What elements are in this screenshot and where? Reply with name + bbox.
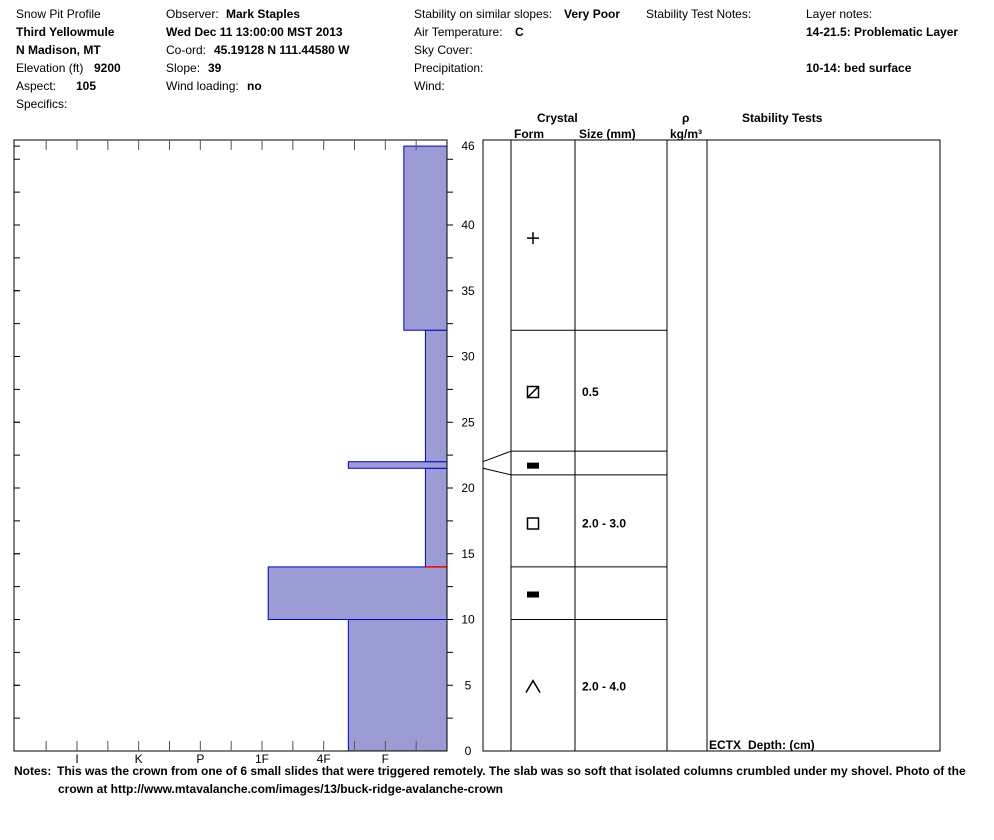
crystal-form-melt-rounded [527,592,539,598]
sky-cover-label: Sky Cover: [414,43,473,57]
height-label-46: 46 [461,139,475,154]
layer-note-1: 14-21.5: Problematic Layer [806,25,959,39]
height-label-20: 20 [461,481,475,495]
hardness-layer-3 [348,462,447,469]
stability-value: Very Poor [564,7,621,21]
hardness-label-K: K [134,752,143,766]
height-label-40: 40 [461,218,475,232]
crystal-size-0: 2.0 - 4.0 [582,679,627,694]
density-unit: kg/m³ [670,127,703,141]
crystal-form-depth-hoar [526,681,540,693]
chart-frames [14,140,940,751]
aspect-value: 105 [76,79,97,93]
coord-label: Co-ord: [166,43,207,57]
boundary-connector [483,451,511,462]
stability-test-notes-label: Stability Test Notes: [646,7,752,21]
height-label-0: 0 [464,744,472,758]
profile-title: Snow Pit Profile [16,7,101,21]
hardness-layer-1 [268,567,447,620]
boundary-connector [483,468,511,475]
crystal-header: Crystal [537,111,578,125]
hardness-label-I: I [75,752,79,766]
size-header: Size (mm) [579,127,636,141]
specifics-label: Specifics: [16,97,68,111]
notes-line-1: This was the crown from one of 6 small slides that were triggered remotely. The slab was so soft that isolated columns crumbled under my shovel. Photo of the [57,764,966,778]
stability-label: Stability on similar slopes: [414,7,553,21]
air-temp-label: Air Temperature: [414,25,503,39]
height-label-10: 10 [461,612,475,627]
observation-datetime: Wed Dec 11 13:00:00 MST 2013 [166,25,343,39]
ectx-label: ECTX [709,738,742,752]
elevation-value: 9200 [94,61,121,75]
height-label-25: 25 [461,415,475,430]
stability-tests-header: Stability Tests [742,111,823,125]
depth-hoar-icon [526,681,540,693]
hardness-label-4F: 4F [316,752,331,766]
hardness-layer-5 [404,146,447,330]
notes-label: Notes: [14,764,52,778]
crystal-size-2: 2.0 - 3.0 [582,516,627,531]
coord-value: 45.19128 N 111.44580 W [214,43,350,57]
crystal-form-faceted [528,518,539,529]
aspect-label: Aspect: [16,79,57,93]
air-temp-value: C [515,25,524,39]
crystal-form-melt-rounded [527,463,539,469]
form-header: Form [514,127,544,141]
crystal-form-precip [527,232,539,244]
hardness-layer-4 [425,330,447,462]
region-name: N Madison, MT [16,43,101,57]
crystal-frame [483,140,940,751]
layer-notes-label: Layer notes: [806,7,873,21]
height-label-35: 35 [461,283,475,298]
wind-loading-label: Wind loading: [166,79,239,93]
depth-label: Depth: (cm) [748,738,815,752]
slope-label: Slope: [166,61,201,75]
elevation-label: Elevation (ft) [16,61,84,75]
observer-value: Mark Staples [226,7,301,21]
height-label-5: 5 [464,678,472,693]
notes-line-2: crown at http://www.mtavalanche.com/images/13/buck-ridge-avalanche-crown [58,782,504,796]
crystal-form-mixed [528,387,539,398]
wind-loading-value: no [247,79,262,93]
slope-value: 39 [208,61,222,75]
hardness-layer-2 [425,468,447,567]
hardness-layers [268,146,447,751]
melt-layer-icon [527,592,539,598]
mixed-form-diagonal [528,387,539,398]
hardness-layer-0 [348,620,447,752]
melt-layer-icon [527,463,539,469]
precipitation-label: Precipitation: [414,61,484,75]
height-label-30: 30 [461,349,475,364]
density-symbol: ρ [682,111,690,125]
hardness-label-1F: 1F [254,752,270,766]
observer-label: Observer: [166,7,219,21]
faceted-icon [528,518,539,529]
crystal-size-4: 0.5 [582,385,599,400]
wind-label: Wind: [414,79,445,93]
height-label-15: 15 [461,546,475,561]
hardness-label-F: F [381,752,390,766]
hardness-label-P: P [196,752,205,766]
layer-note-2: 10-14: bed surface [806,61,912,75]
location-name: Third Yellowmule [16,25,115,39]
